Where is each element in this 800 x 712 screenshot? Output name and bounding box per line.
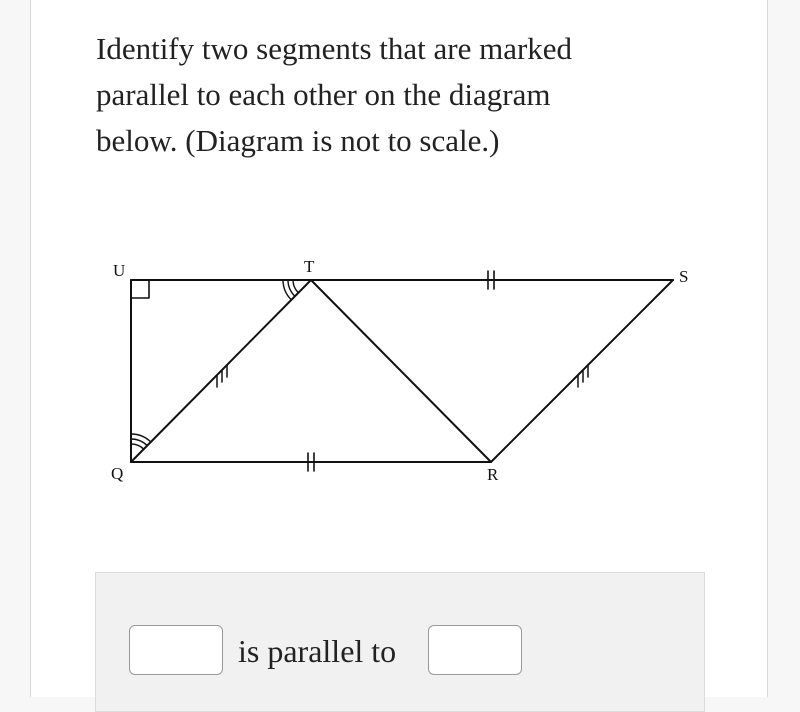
question-line-3: below. (Diagram is not to scale.)	[96, 123, 500, 158]
question-line-2: parallel to each other on the diagram	[96, 77, 551, 112]
arrows-QT	[206, 364, 228, 387]
first-segment-input[interactable]	[129, 625, 223, 675]
label-S: S	[679, 267, 689, 286]
label-T: T	[304, 257, 315, 276]
label-Q: Q	[111, 464, 124, 483]
parallel-connector-text: is parallel to	[238, 633, 397, 669]
arrows-RS	[567, 364, 589, 387]
angle-mark-Q	[131, 434, 151, 449]
question-text	[96, 26, 696, 164]
label-U: U	[113, 261, 126, 280]
question-card	[30, 0, 768, 697]
second-segment-input[interactable]	[428, 625, 522, 675]
question-line-1: Identify two segments that are marked	[96, 31, 573, 66]
label-R: R	[487, 465, 499, 484]
angle-mark-T	[283, 280, 298, 300]
geometry-diagram	[31, 240, 769, 500]
segment-TR	[311, 280, 491, 462]
answer-area	[95, 572, 705, 712]
right-angle-mark-U	[131, 280, 149, 298]
